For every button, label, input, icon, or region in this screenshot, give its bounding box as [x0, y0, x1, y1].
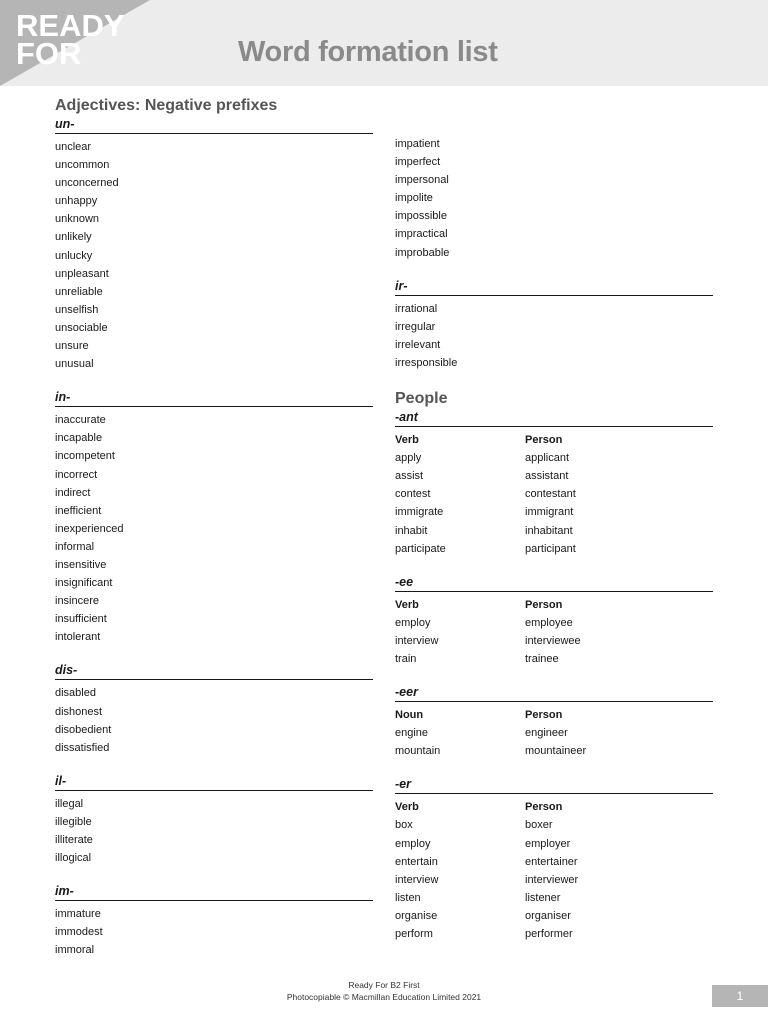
table-row: [395, 835, 713, 853]
column-header: Person: [525, 709, 563, 722]
page-header: [0, 0, 768, 86]
word-item: unknown: [55, 213, 100, 226]
base-word: mountain: [395, 745, 441, 758]
base-word: apply: [395, 452, 422, 465]
word-item: unclear: [55, 141, 92, 153]
table-row: [395, 614, 713, 632]
word-item: incompetent: [55, 450, 115, 463]
word-item: unreliable: [55, 285, 103, 298]
person-word: engineer: [525, 727, 568, 740]
word-item: illegible: [55, 815, 92, 828]
base-word: listen: [395, 891, 421, 904]
base-word: train: [395, 652, 417, 665]
left-column: [55, 96, 373, 959]
word-item: inexperienced: [55, 522, 124, 535]
person-word: boxer: [525, 819, 553, 832]
word-item: disabled: [55, 687, 96, 700]
person-word: mountaineer: [525, 745, 587, 758]
table-row: [395, 907, 713, 925]
column-header: Noun: [395, 709, 424, 722]
table-row: [395, 650, 713, 668]
word-item: unhappy: [55, 195, 98, 208]
section-title-people: People: [395, 390, 448, 408]
word-item: irrelevant: [395, 338, 441, 351]
section-title-adjectives: Adjectives: Negative prefixes: [55, 97, 278, 114]
spacer: [55, 757, 373, 773]
word-item: unusual: [55, 358, 94, 371]
person-word: contestant: [525, 488, 576, 501]
table-row: [395, 724, 713, 742]
prefix-heading: ir-: [395, 278, 713, 296]
person-word: entertainer: [525, 855, 578, 868]
base-word: participate: [395, 542, 446, 555]
footer-book-title: Ready For B2 First: [348, 980, 420, 990]
table-row: [395, 853, 713, 871]
spacer: [395, 262, 713, 278]
base-word: employ: [395, 837, 431, 850]
word-item: unlucky: [55, 249, 93, 262]
column-header: Person: [525, 434, 563, 447]
word-item: insignificant: [55, 577, 113, 590]
word-item: irresponsible: [395, 356, 458, 369]
column-header: Verb: [395, 434, 419, 447]
word-item: inaccurate: [55, 414, 106, 427]
person-word: listener: [525, 891, 561, 904]
table-header-row: [395, 798, 713, 816]
spacer: [395, 372, 713, 389]
word-item: immodest: [55, 926, 103, 939]
word-item: intolerant: [55, 631, 101, 644]
word-item: unpleasant: [55, 267, 109, 280]
spacer: [55, 867, 373, 883]
word-item: irrational: [395, 302, 438, 315]
person-word: interviewer: [525, 873, 579, 886]
person-word: organiser: [525, 909, 571, 922]
prefix-heading: in-: [55, 389, 373, 407]
word-item: impossible: [395, 210, 447, 223]
person-word: assistant: [525, 470, 569, 483]
table-row: [395, 925, 713, 943]
word-item: unconcerned: [55, 177, 119, 190]
word-item: insufficient: [55, 613, 107, 626]
table-row: [395, 540, 713, 558]
base-word: assist: [395, 470, 424, 483]
suffix-heading: -eer: [395, 684, 713, 702]
person-word: interviewee: [525, 634, 581, 647]
table-row: [395, 503, 713, 521]
prefix-heading: il-: [55, 773, 373, 791]
base-word: interview: [395, 873, 439, 886]
footer-copyright: Photocopiable © Macmillan Education Limited 2021: [286, 992, 482, 1002]
page-title: Word formation list: [238, 36, 498, 68]
suffix-heading: -er: [395, 776, 713, 794]
suffix-heading: -ant: [395, 409, 713, 427]
right-column: [395, 135, 713, 943]
word-item: immoral: [55, 944, 95, 957]
word-item: improbable: [395, 246, 450, 259]
word-item: dishonest: [55, 705, 103, 718]
word-item: impolite: [395, 192, 433, 205]
prefix-heading: un-: [55, 116, 373, 134]
word-item: impractical: [395, 228, 448, 241]
table-row: [395, 485, 713, 503]
word-item: unselfish: [55, 303, 99, 316]
person-word: inhabitant: [525, 524, 573, 537]
person-word: trainee: [525, 652, 559, 665]
word-item: irregular: [395, 320, 436, 333]
column-header: Person: [525, 801, 563, 814]
prefix-heading: dis-: [55, 662, 373, 680]
spacer: [395, 558, 713, 574]
base-word: box: [395, 819, 413, 832]
table-row: [395, 742, 713, 760]
base-word: organise: [395, 909, 438, 922]
person-word: applicant: [525, 452, 570, 465]
person-word: participant: [525, 542, 576, 555]
table-header-row: [395, 706, 713, 724]
word-item: dissatisfied: [55, 741, 110, 754]
base-word: inhabit: [395, 524, 428, 537]
spacer: [55, 646, 373, 662]
base-word: contest: [395, 488, 431, 501]
word-item: illogical: [55, 852, 92, 865]
table-row: [395, 522, 713, 540]
base-word: immigrate: [395, 506, 444, 519]
word-item: unlikely: [55, 231, 92, 244]
base-word: interview: [395, 634, 439, 647]
ready-for-logo: READY FOR: [16, 8, 125, 71]
page-number: 1: [712, 985, 768, 1007]
word-item: impersonal: [395, 174, 449, 187]
base-word: engine: [395, 727, 429, 740]
column-header: Verb: [395, 598, 419, 611]
spacer: [55, 373, 373, 389]
word-item: illegal: [55, 797, 84, 810]
table-header-row: [395, 431, 713, 449]
base-word: entertain: [395, 855, 438, 868]
word-item: insensitive: [55, 558, 107, 571]
word-item: illiterate: [55, 834, 93, 846]
word-item: unsure: [55, 340, 89, 353]
word-item: insincere: [55, 595, 100, 608]
word-item: immature: [55, 908, 101, 921]
footer: [0, 979, 768, 1003]
table-row: [395, 871, 713, 889]
word-item: indirect: [55, 486, 91, 499]
table-row: [395, 816, 713, 834]
column-header: Person: [525, 598, 563, 611]
word-item: incorrect: [55, 468, 98, 481]
word-item: inefficient: [55, 504, 102, 517]
table-row: [395, 449, 713, 467]
person-word: performer: [525, 928, 573, 940]
table-row: [395, 889, 713, 907]
word-item: informal: [55, 540, 95, 553]
word-item: incapable: [55, 432, 103, 445]
word-item: impatient: [395, 138, 440, 150]
table-row: [395, 467, 713, 485]
person-word: employer: [525, 837, 571, 850]
word-item: disobedient: [55, 723, 112, 736]
base-word: employ: [395, 616, 431, 629]
word-item: imperfect: [395, 156, 441, 169]
person-word: employee: [525, 616, 573, 629]
table-header-row: [395, 596, 713, 614]
spacer: [395, 760, 713, 776]
prefix-heading: im-: [55, 883, 373, 901]
table-row: [395, 632, 713, 650]
spacer: [395, 668, 713, 684]
suffix-heading: -ee: [395, 574, 713, 592]
word-item: unsociable: [55, 321, 108, 334]
person-word: immigrant: [525, 506, 574, 519]
column-header: Verb: [395, 801, 419, 814]
word-item: uncommon: [55, 159, 110, 172]
base-word: perform: [395, 928, 433, 940]
